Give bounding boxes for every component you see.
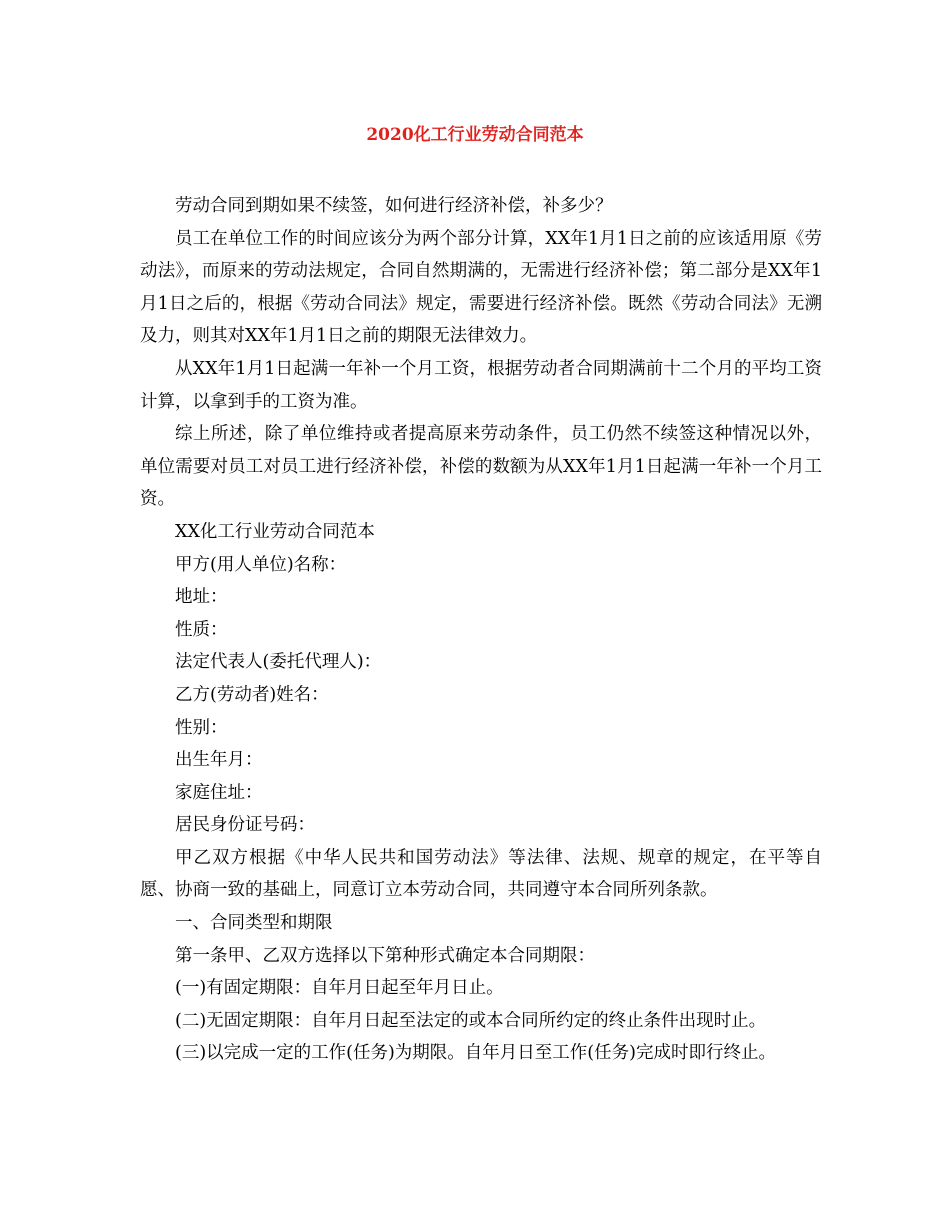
paragraph: 家庭住址：	[175, 782, 263, 803]
paragraph: 乙方(劳动者)姓名：	[175, 684, 329, 705]
paragraph: (一)有固定期限：自年月日起至年月日止。	[175, 978, 504, 999]
paragraph: 甲方(用人单位)名称：	[175, 554, 347, 575]
paragraph: 劳动合同到期如果不续签，如何进行经济补偿，补多少？	[175, 196, 613, 216]
paragraph: 综上所述，除了单位维持或者提高原来劳动条件，员工仍然不续签这种情况以外，单位需要对员工对员工进行经济补偿，补偿的数额为从XX年1月1日起满一年补一个月工资。	[140, 424, 822, 510]
paragraph: 从XX年1月1日起满一年补一个月工资，根据劳动者合同期满前十二个月的平均工资计算，以拿到手的工资为准。	[140, 358, 822, 412]
paragraph: 出生年月：	[175, 750, 263, 771]
paragraph: (二)无固定期限：自年月日起至法定的或本合同所约定的终止条件出现时止。	[175, 1010, 767, 1031]
paragraph: 地址：	[175, 587, 228, 608]
document-title: 2020化工行业劳动合同范本	[366, 125, 584, 145]
paragraph: 员工在单位工作的时间应该分为两个部分计算，XX年1月1日之前的应该适用原《劳动法》，而原来的劳动法规定，合同自然期满的，无需进行经济补偿；第二部分是XX年1月1日之后的，根据《劳动合同法》规定，需要进行经济补偿。既然《劳动合同法》无溯及力，则其对XX年1月1日之前的期限无法律效力。	[140, 228, 822, 347]
paragraph: 性质：	[175, 619, 228, 640]
paragraph: 甲乙双方根据《中华人民共和国劳动法》等法律、法规、规章的规定，在平等自愿、协商一致的基础上，同意订立本劳动合同，共同遵守本合同所列条款。	[140, 847, 822, 901]
document-body	[140, 190, 822, 1070]
paragraph: XX化工行业劳动合同范本	[175, 521, 375, 542]
paragraph: 一、合同类型和期限	[175, 913, 333, 934]
paragraph: (三)以完成一定的工作(任务)为期限。自年月日至工作(任务)完成时即行终止。	[175, 1043, 776, 1064]
paragraph: 居民身份证号码：	[175, 815, 315, 836]
paragraph: 法定代表人(委托代理人)：	[175, 652, 382, 673]
paragraph: 性别：	[175, 717, 228, 738]
paragraph: 第一条甲、乙双方选择以下第种形式确定本合同期限：	[175, 945, 595, 966]
